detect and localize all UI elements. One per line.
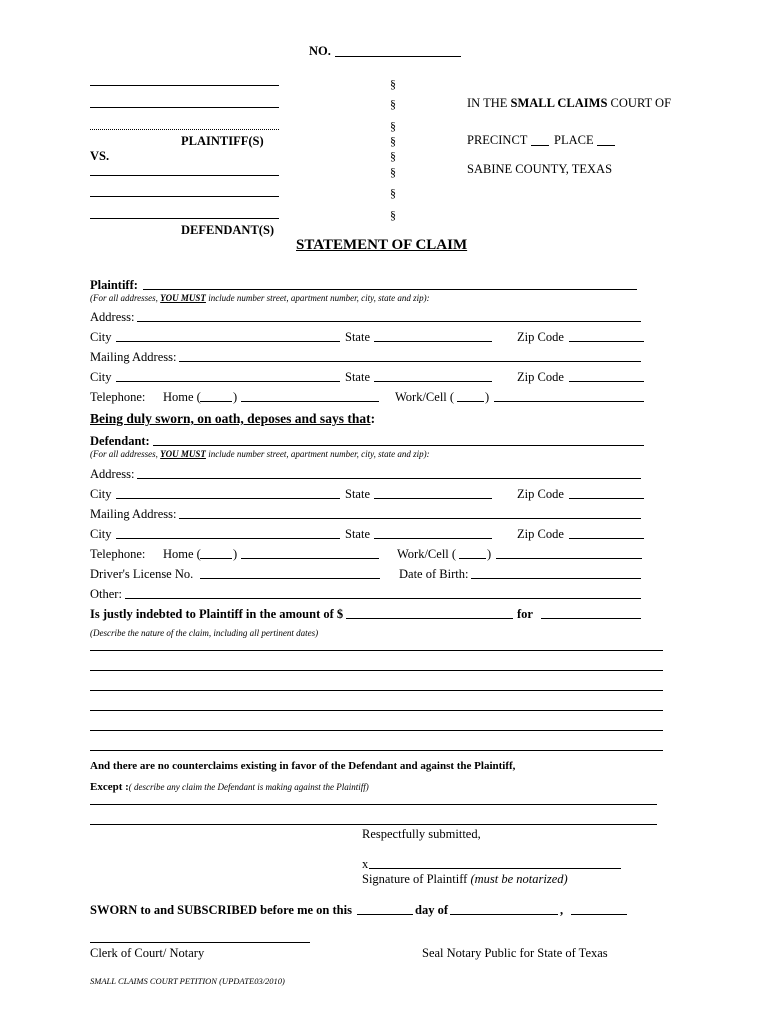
plaintiff-home-phone-field[interactable] <box>241 401 379 402</box>
sworn-heading: Being duly sworn, on oath, deposes and says that: <box>90 411 376 426</box>
plaintiff-name-line[interactable] <box>90 85 279 86</box>
drivers-license-label: Driver's License No. <box>90 567 194 581</box>
defendant-label: Defendant: <box>90 434 150 448</box>
sworn-year-field[interactable] <box>571 914 627 915</box>
defendant-other-field[interactable] <box>125 598 641 599</box>
defendant-mailing-field[interactable] <box>179 518 641 519</box>
defendant-home-area-field[interactable] <box>200 558 232 559</box>
section-mark: § <box>390 97 396 111</box>
defendant-name-line[interactable] <box>90 218 279 219</box>
zip-label: Zip Code <box>517 527 564 541</box>
state-label: State <box>345 487 370 501</box>
claim-description-line[interactable] <box>90 650 663 651</box>
state-label: State <box>345 527 370 541</box>
plaintiff-mailing-state-field[interactable] <box>374 381 492 382</box>
defendants-label: DEFENDANT(S) <box>181 223 275 237</box>
clerk-label: Clerk of Court/ Notary <box>90 946 205 960</box>
claim-description-line[interactable] <box>90 730 663 731</box>
state-label: State <box>345 370 370 384</box>
plaintiff-name-line[interactable] <box>90 107 279 108</box>
plaintiff-signature-field[interactable] <box>369 868 621 869</box>
signature-x-mark: x <box>362 857 369 871</box>
plaintiff-mailing-city-field[interactable] <box>116 381 340 382</box>
paren-close: ) <box>487 547 492 561</box>
zip-label: Zip Code <box>517 487 564 501</box>
except-description-line[interactable] <box>90 824 657 825</box>
plaintiff-state-field[interactable] <box>374 341 492 342</box>
defendant-home-phone-field[interactable] <box>241 558 379 559</box>
city-label: City <box>90 330 112 344</box>
home-phone-label: Home ( <box>163 390 201 404</box>
other-label: Other: <box>90 587 122 601</box>
home-phone-label: Home ( <box>163 547 201 561</box>
comma: , <box>560 903 564 917</box>
plaintiff-mailing-field[interactable] <box>179 361 641 362</box>
address-label: Address: <box>90 310 135 324</box>
describe-claim-note: (Describe the nature of the claim, including all pertinent dates) <box>90 628 319 638</box>
claim-description-line[interactable] <box>90 750 663 751</box>
indebted-label: Is justly indebted to Plaintiff in the amount of $ <box>90 607 344 621</box>
work-cell-label: Work/Cell ( <box>395 390 455 404</box>
date-of-birth-label: Date of Birth: <box>399 567 469 581</box>
zip-label: Zip Code <box>517 370 564 384</box>
plaintiff-work-phone-field[interactable] <box>494 401 644 402</box>
address-label: Address: <box>90 467 135 481</box>
claim-for-field[interactable] <box>541 618 641 619</box>
respectfully-submitted: Respectfully submitted, <box>362 827 481 841</box>
claim-description-line[interactable] <box>90 690 663 691</box>
except-line: Except :( describe any claim the Defendant is making against the Plaintiff) <box>90 781 369 793</box>
plaintiff-label: Plaintiff: <box>90 278 138 292</box>
city-label: City <box>90 487 112 501</box>
plaintiff-address-field[interactable] <box>137 321 641 322</box>
versus-label: VS. <box>90 149 110 163</box>
place-field[interactable] <box>597 145 615 146</box>
counterclaims-statement: And there are no counterclaims existing in favor of the Defendant and against the Plaintiff, <box>90 760 516 772</box>
section-mark: § <box>390 208 396 222</box>
plaintiff-mailing-zip-field[interactable] <box>569 381 644 382</box>
defendant-state-field[interactable] <box>374 498 492 499</box>
telephone-label: Telephone: <box>90 547 146 561</box>
clerk-signature-field[interactable] <box>90 942 310 943</box>
city-label: City <box>90 370 112 384</box>
paren-close: ) <box>233 547 238 561</box>
plaintiff-zip-field[interactable] <box>569 341 644 342</box>
claim-description-line[interactable] <box>90 710 663 711</box>
section-mark: § <box>390 186 396 200</box>
signature-label: Signature of Plaintiff (must be notarized) <box>362 872 568 886</box>
telephone-label: Telephone: <box>90 390 146 404</box>
place-label: PLACE <box>554 133 594 147</box>
county-label: SABINE COUNTY, TEXAS <box>467 162 613 176</box>
plaintiff-name-line[interactable] <box>90 129 279 130</box>
plaintiffs-label: PLAINTIFF(S) <box>181 134 264 148</box>
defendant-license-field[interactable] <box>200 578 380 579</box>
address-note: (For all addresses, YOU MUST include number street, apartment number, city, state and zip): <box>90 449 430 459</box>
section-mark: § <box>390 149 396 163</box>
state-label: State <box>345 330 370 344</box>
claim-amount-field[interactable] <box>346 618 513 619</box>
city-label: City <box>90 527 112 541</box>
paren-close: ) <box>233 390 238 404</box>
paren-close: ) <box>485 390 490 404</box>
court-name: IN THE SMALL CLAIMS COURT OF <box>467 96 672 110</box>
defendant-name-line[interactable] <box>90 196 279 197</box>
form-id: SMALL CLAIMS COURT PETITION (UPDATE03/2010) <box>90 976 285 986</box>
seal-label: Seal Notary Public for State of Texas <box>422 946 608 960</box>
claim-description-line[interactable] <box>90 670 663 671</box>
for-label: for <box>517 607 533 621</box>
plaintiff-name-field[interactable] <box>143 289 637 290</box>
defendant-name-field[interactable] <box>153 445 644 446</box>
defendant-address-field[interactable] <box>137 478 641 479</box>
zip-label: Zip Code <box>517 330 564 344</box>
section-mark: § <box>390 165 396 179</box>
case-number-label: NO. <box>309 44 331 58</box>
defendant-dob-field[interactable] <box>471 578 641 579</box>
precinct-label: PRECINCT <box>467 133 528 147</box>
precinct-field[interactable] <box>531 145 549 146</box>
mailing-address-label: Mailing Address: <box>90 350 177 364</box>
sworn-subscribed-label: SWORN to and SUBSCRIBED before me on this <box>90 903 352 917</box>
except-description-line[interactable] <box>90 804 657 805</box>
plaintiff-work-area-field[interactable] <box>457 401 484 402</box>
defendant-work-area-field[interactable] <box>459 558 486 559</box>
defendant-mailing-state-field[interactable] <box>374 538 492 539</box>
page-title: STATEMENT OF CLAIM <box>296 237 468 253</box>
defendant-work-phone-field[interactable] <box>496 558 642 559</box>
section-mark: § <box>390 134 396 148</box>
sworn-day-field[interactable] <box>357 914 413 915</box>
defendant-mailing-zip-field[interactable] <box>569 538 644 539</box>
defendant-mailing-city-field[interactable] <box>116 538 340 539</box>
plaintiff-city-field[interactable] <box>116 341 340 342</box>
plaintiff-home-area-field[interactable] <box>200 401 232 402</box>
case-number-field[interactable] <box>335 56 461 57</box>
work-cell-label: Work/Cell ( <box>397 547 457 561</box>
defendant-zip-field[interactable] <box>569 498 644 499</box>
day-of-label: day of <box>415 903 448 917</box>
address-note: (For all addresses, YOU MUST include number street, apartment number, city, state and zip): <box>90 293 430 303</box>
section-mark: § <box>390 77 396 91</box>
sworn-month-field[interactable] <box>450 914 558 915</box>
defendant-name-line[interactable] <box>90 175 279 176</box>
mailing-address-label: Mailing Address: <box>90 507 177 521</box>
section-mark: § <box>390 119 396 133</box>
defendant-city-field[interactable] <box>116 498 340 499</box>
